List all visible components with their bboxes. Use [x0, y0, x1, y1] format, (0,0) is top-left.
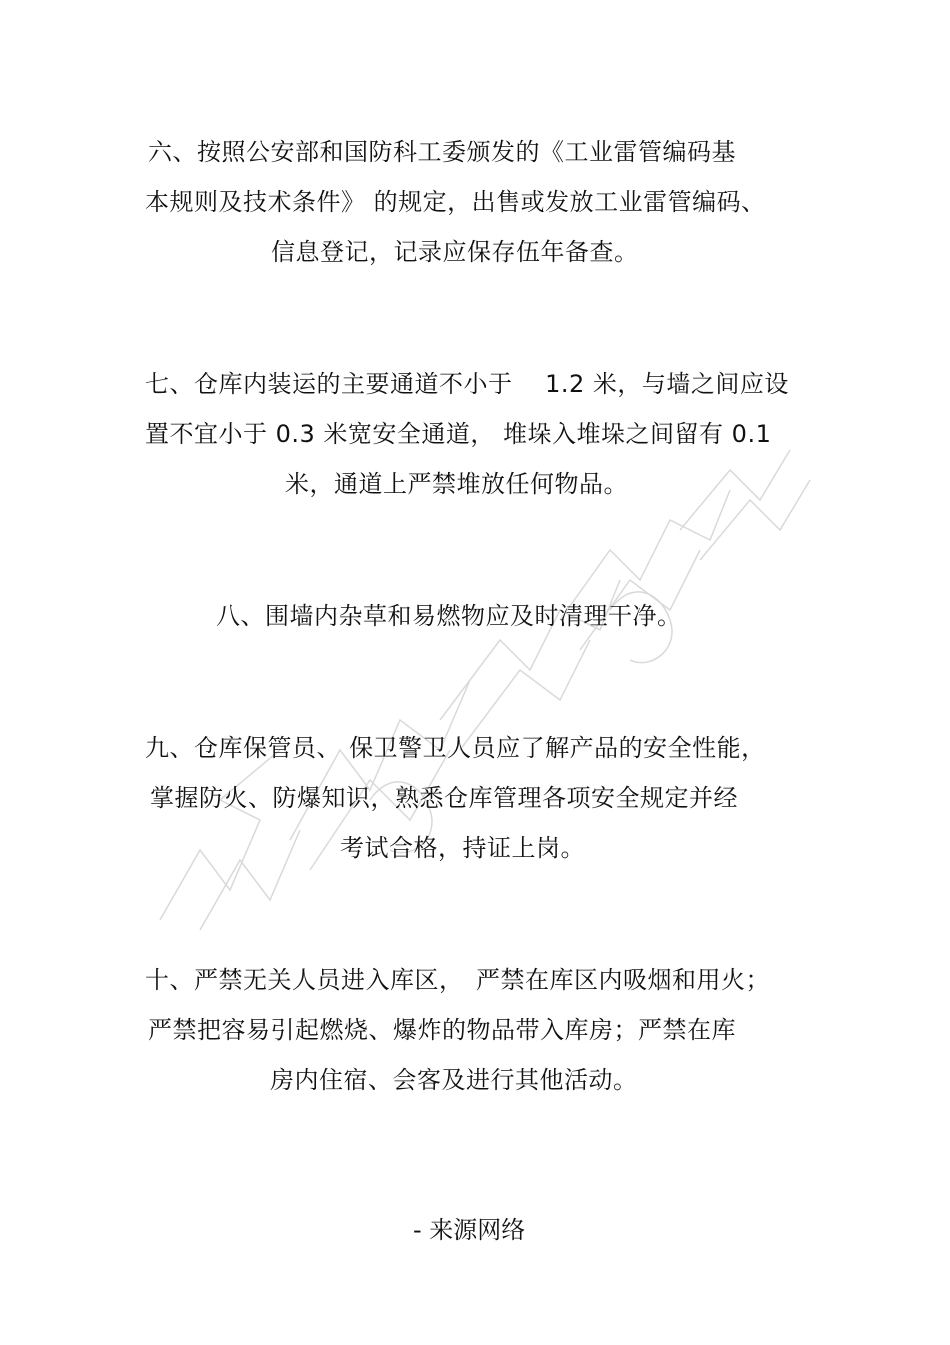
section-9-line-1: 九、仓库保管员、 保卫警卫人员应了解产品的安全性能，	[145, 734, 766, 762]
section-6-line-3: 信息登记，记录应保存伍年备查。	[271, 238, 639, 266]
section-7-line-3: 米，通道上严禁堆放任何物品。	[285, 470, 628, 498]
section-8-line-1: 八、围墙内杂草和易燃物应及时清理干净。	[216, 602, 682, 630]
section-10-line-1: 十、严禁无关人员进入库区， 严禁在库区内吸烟和用火；	[145, 966, 770, 994]
section-6-line-2: 本规则及技术条件》 的规定，出售或发放工业雷管编码、	[145, 188, 766, 216]
section-7-line-2: 置不宜小于 0.3 米宽安全通道， 堆垛入堆垛之间留有 0.1	[145, 420, 772, 448]
section-6-line-1: 六、按照公安部和国防科工委颁发的《工业雷管编码基	[148, 138, 736, 166]
source-footer: - 来源网络	[413, 1216, 526, 1244]
section-10-line-2: 严禁把容易引起燃烧、爆炸的物品带入库房；严禁在库	[148, 1016, 736, 1044]
section-10-line-3: 房内住宿、会客及进行其他活动。	[270, 1066, 638, 1094]
section-9-line-3: 考试合格，持证上岗。	[340, 834, 585, 862]
section-7-line-1: 七、仓库内装运的主要通道不小于 1.2 米，与墙之间应设	[145, 370, 789, 398]
section-9-line-2: 掌握防火、防爆知识，熟悉仓库管理各项安全规定并经	[150, 784, 738, 812]
